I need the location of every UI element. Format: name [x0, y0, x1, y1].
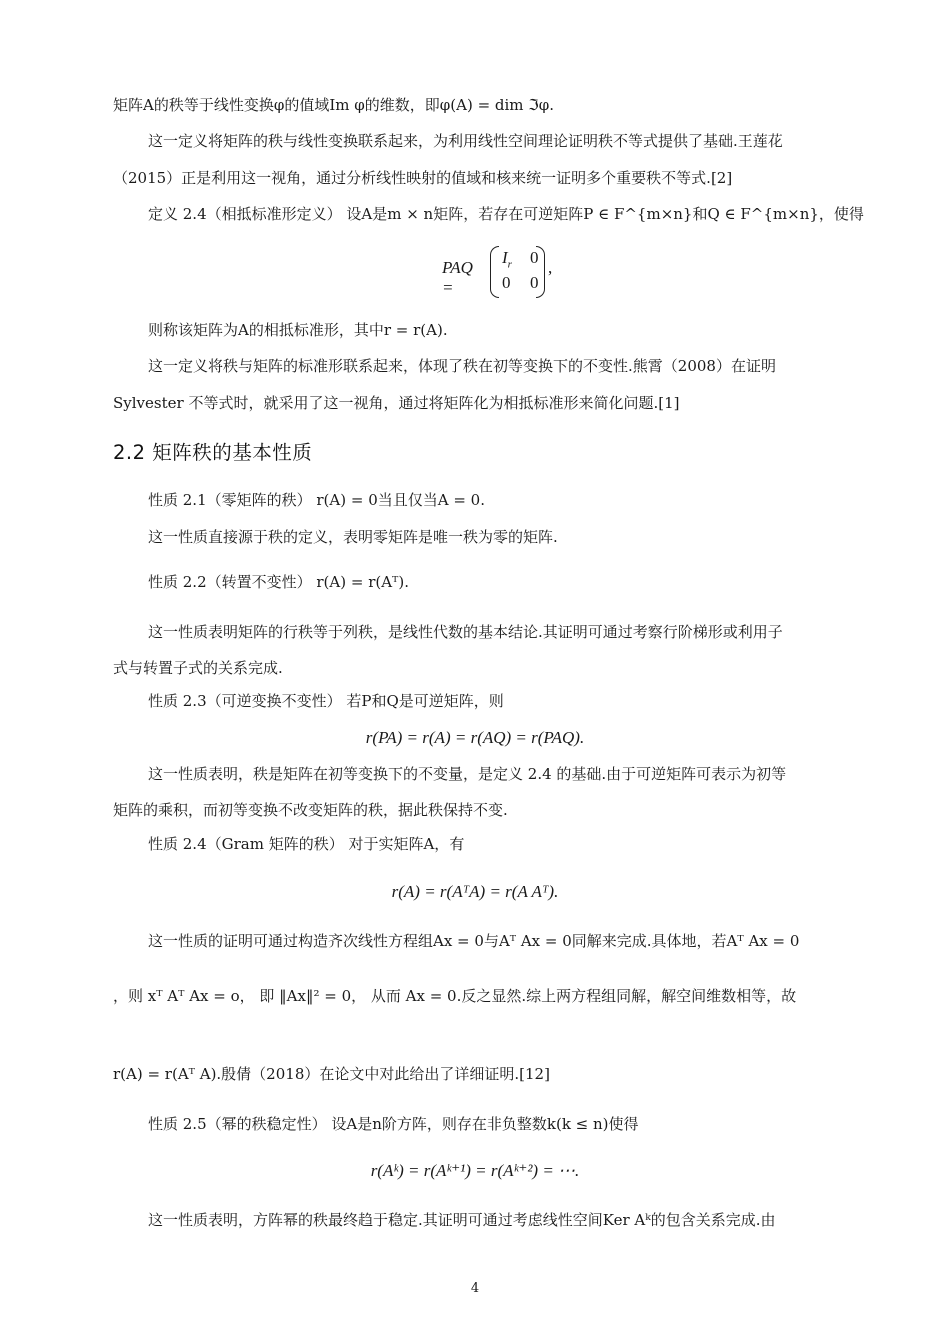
- matrix-cell-11: $I_r$: [502, 248, 512, 271]
- matrix-right-bracket: [536, 246, 545, 298]
- text-line-7: Sylvester 不等式时，就采用了这一视角，通过将矩阵化为相抵标准形来简化问题.[1]: [113, 394, 680, 412]
- matrix-cell-22: 0: [530, 273, 539, 292]
- text-line-6: 这一定义将秩与矩阵的标准形联系起来，体现了秩在初等变换下的不变性.熊霄（2008）在证明: [148, 357, 776, 375]
- equation-gram: r(A) = r(AᵀA) = r(A Aᵀ).: [391, 882, 559, 901]
- text-line-11: 这一性质表明矩阵的行秩等于列秩，是线性代数的基本结论.其证明可通过考察行阶梯形或利用子: [148, 623, 783, 641]
- text-line-15: 这一性质表明，秩是矩阵在初等变换下的不变量，是定义 2.4 的基础.由于可逆矩阵可表示为初等: [148, 765, 787, 783]
- equation-lhs: PAQ =: [442, 258, 473, 297]
- text-line-1: 矩阵A的秩等于线性变换φ的值域Im φ的维数，即φ(A) = dim ℑφ.: [113, 96, 555, 114]
- page-number: 4: [470, 1281, 480, 1296]
- text-line-16: 矩阵的乘积，而初等变换不改变矩阵的秩，据此秩保持不变.: [113, 801, 508, 819]
- equation-tail: ,: [548, 258, 553, 277]
- property-2-2: 性质 2.2（转置不变性） r(A) = r(Aᵀ).: [148, 573, 409, 591]
- matrix-cell-21: 0: [502, 273, 511, 292]
- text-line-5: 则称该矩阵为A的相抵标准形，其中r = r(A).: [148, 321, 448, 339]
- equation-invertible: r(PA) = r(A) = r(AQ) = r(PAQ).: [365, 728, 585, 747]
- text-line-3: （2015）正是利用这一视角，通过分析线性映射的值域和核来统一证明多个重要秩不等式.[2]: [113, 169, 733, 187]
- text-line-20: ，则 xᵀ Aᵀ Ax = o， 即 ‖Ax‖² = 0， 从而 Ax = 0.反之显然.综上两方程组同解，解空间维数相等，故: [113, 987, 797, 1005]
- text-line-19: 这一性质的证明可通过构造齐次线性方程组Ax = 0与Aᵀ Ax = 0同解来完成.具体地，若Aᵀ Ax = 0: [148, 932, 800, 950]
- matrix-left-bracket: [490, 246, 499, 298]
- text-line-2: 这一定义将矩阵的秩与线性变换联系起来，为利用线性空间理论证明秩不等式提供了基础.王莲花: [148, 132, 783, 150]
- text-line-21: r(A) = r(Aᵀ A).殷倩（2018）在论文中对此给出了详细证明.[12]: [113, 1065, 550, 1083]
- text-line-9: 这一性质直接源于秩的定义，表明零矩阵是唯一秩为零的矩阵.: [148, 528, 558, 546]
- definition-2-4: 定义 2.4（相抵标准形定义） 设A是m × n矩阵，若存在可逆矩阵P ∈ F^{m×n}和Q ∈ F^{m×n}，使得: [148, 205, 864, 223]
- equation-power: r(Aᵏ) = r(Aᵏ⁺¹) = r(Aᵏ⁺²) = ⋯.: [370, 1161, 580, 1180]
- property-2-4: 性质 2.4（Gram 矩阵的秩） 对于实矩阵A，有: [148, 835, 465, 853]
- property-2-5: 性质 2.5（幂的秩稳定性） 设A是n阶方阵，则存在非负整数k(k ≤ n)使得: [148, 1115, 639, 1133]
- text-line-12: 式与转置子式的关系完成.: [113, 659, 283, 677]
- text-line-24: 这一性质表明，方阵幂的秩最终趋于稳定.其证明可通过考虑线性空间Ker Aᵏ的包含关系完成.由: [148, 1211, 776, 1229]
- property-2-1: 性质 2.1（零矩阵的秩） r(A) = 0当且仅当A = 0.: [148, 491, 485, 509]
- section-heading: 2.2 矩阵秩的基本性质: [113, 441, 313, 464]
- property-2-3: 性质 2.3（可逆变换不变性） 若P和Q是可逆矩阵，则: [148, 692, 504, 710]
- matrix-cell-12: 0: [530, 248, 539, 267]
